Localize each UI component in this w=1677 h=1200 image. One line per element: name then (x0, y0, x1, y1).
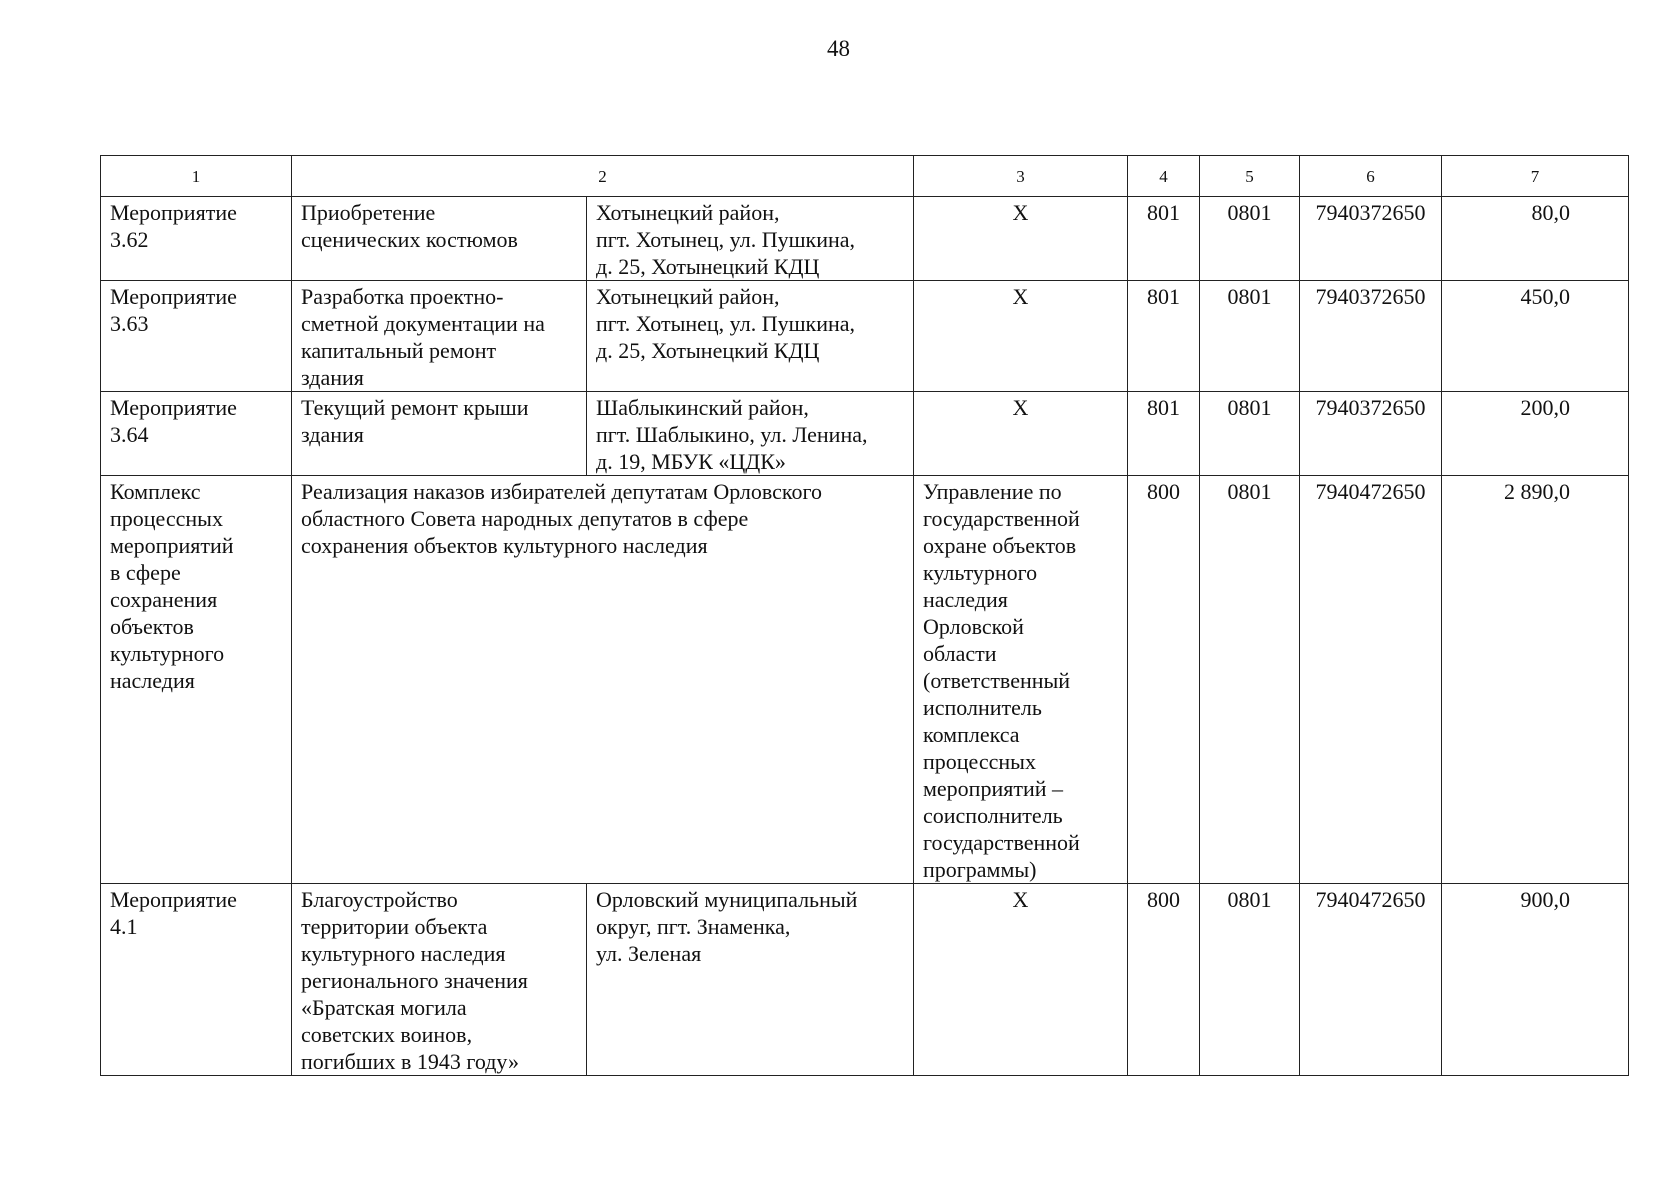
measure-location-cell: Хотынецкий район, пгт. Хотынец, ул. Пушкина, д. 25, Хотынецкий КДЦ (587, 197, 914, 281)
header-col-3: 3 (914, 156, 1128, 197)
amount-cell: 2 890,0 (1442, 476, 1629, 884)
page-number: 48 (827, 36, 850, 61)
section-cell: 0801 (1200, 476, 1300, 884)
header-col-2: 2 (292, 156, 914, 197)
target-code-cell: 7940472650 (1300, 884, 1442, 1076)
target-code-cell: 7940472650 (1300, 476, 1442, 884)
measure-description-cell: Текущий ремонт крыши здания (292, 392, 587, 476)
executor-cell: Х (914, 392, 1128, 476)
code-cell: 801 (1128, 281, 1200, 392)
amount-cell: 80,0 (1442, 197, 1629, 281)
code-cell: 800 (1128, 884, 1200, 1076)
table-row (101, 197, 1629, 281)
table-row (101, 884, 1629, 1076)
code-cell: 800 (1128, 476, 1200, 884)
code-cell: 801 (1128, 392, 1200, 476)
measure-id-cell: Мероприятие 4.1 (101, 884, 292, 1076)
executor-cell: Х (914, 884, 1128, 1076)
target-code-cell: 7940372650 (1300, 281, 1442, 392)
amount-cell: 200,0 (1442, 392, 1629, 476)
responsible-executor-cell: Управление по государственной охране объектов культурного наследия Орловской области (ответственный исполнитель комплекса процессных мероприятий – соисполнитель государственной программы) (914, 476, 1128, 884)
measure-id-cell: Мероприятие 3.62 (101, 197, 292, 281)
section-cell: 0801 (1200, 884, 1300, 1076)
amount-cell: 450,0 (1442, 281, 1629, 392)
header-col-4: 4 (1128, 156, 1200, 197)
code-cell: 801 (1128, 197, 1200, 281)
measure-location-cell: Хотынецкий район, пгт. Хотынец, ул. Пушкина, д. 25, Хотынецкий КДЦ (587, 281, 914, 392)
header-col-1: 1 (101, 156, 292, 197)
header-col-5: 5 (1200, 156, 1300, 197)
measure-id-cell: Мероприятие 3.63 (101, 281, 292, 392)
complex-description-cell: Реализация наказов избирателей депутатам Орловского областного Совета народных депутатов в сфере сохранения объектов культурного наследия (292, 476, 914, 884)
complex-title-cell: Комплекс процессных мероприятий в сфере сохранения объектов культурного наследия (101, 476, 292, 884)
measure-description-cell: Приобретение сценических костюмов (292, 197, 587, 281)
measure-description-cell: Благоустройство территории объекта культурного наследия регионального значения «Братская могила советских воинов, погибших в 1943 году» (292, 884, 587, 1076)
table-row (101, 281, 1629, 392)
header-col-6: 6 (1300, 156, 1442, 197)
amount-cell: 900,0 (1442, 884, 1629, 1076)
section-cell: 0801 (1200, 281, 1300, 392)
executor-cell: Х (914, 281, 1128, 392)
measure-description-cell: Разработка проектно- сметной документации на капитальный ремонт здания (292, 281, 587, 392)
target-code-cell: 7940372650 (1300, 392, 1442, 476)
section-cell: 0801 (1200, 197, 1300, 281)
table-header-row (101, 156, 1629, 197)
executor-cell: Х (914, 197, 1128, 281)
budget-table (100, 155, 1629, 1076)
section-cell: 0801 (1200, 392, 1300, 476)
measure-id-cell: Мероприятие 3.64 (101, 392, 292, 476)
target-code-cell: 7940372650 (1300, 197, 1442, 281)
table-row (101, 392, 1629, 476)
measure-location-cell: Орловский муниципальный округ, пгт. Знаменка, ул. Зеленая (587, 884, 914, 1076)
header-col-7: 7 (1442, 156, 1629, 197)
measure-location-cell: Шаблыкинский район, пгт. Шаблыкино, ул. Ленина, д. 19, МБУК «ЦДК» (587, 392, 914, 476)
table-row (101, 476, 1629, 884)
